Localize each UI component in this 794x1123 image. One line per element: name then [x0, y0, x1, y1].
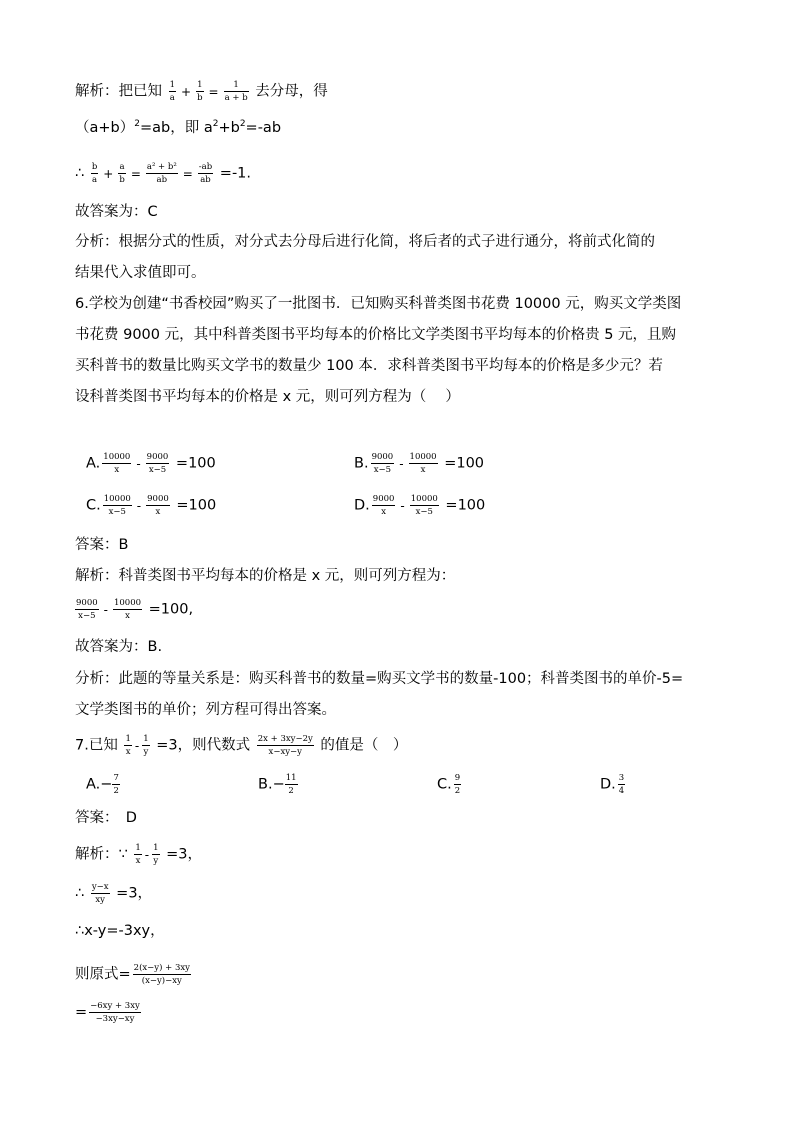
question-7-line-1: 7.已知 $\frac{1}{x}$ - $\frac{1}{y}$ =3，则代数式 $\frac{2x + 3xy-2y}{x-xy-y}$ 的值是（ ）: [75, 734, 408, 757]
solution-line-3: ∴ $\frac{b}{a}$ + $\frac{a}{b}$ = $\frac{\text{a² + b²}}{ab}$ = $\frac{-ab}{ab}$ =-1.: [75, 162, 252, 185]
question-6-line-1: 6.学校为创建“书香校园”购买了一批图书．已知购买科普类图书花费 10000 元，购买文学类图: [75, 296, 682, 312]
answer-line: 答案：B: [75, 537, 129, 553]
option-d: D. $\frac{9000}{x}$ - $\frac{10000}{x-5}$ =100: [354, 494, 486, 517]
question-6-line-3: 买科普书的数量比购买文学书的数量少 100 本．求科普类图书平均每本的价格是多少元？若: [75, 358, 663, 374]
answer-line: 故答案为：B.: [75, 639, 163, 655]
analysis-line-1: 分析：根据分式的性质，对分式去分母后进行化简，将后者的式子进行通分，将前式化简的: [75, 234, 655, 250]
solution-line-5: = $\frac{-6xy + 3xy}{-3xy-xy}$: [75, 1001, 140, 1024]
answer-line: 故答案为：C: [75, 204, 158, 220]
option-d: D. $\frac{3}{4}$: [600, 773, 625, 796]
solution-line-1: 解析：∵ $\frac{1}{x}$ - $\frac{1}{y}$ =3，: [75, 843, 203, 866]
fraction: $\frac{a}{b}$: [119, 162, 125, 185]
solution-line-2: ∴ $\frac{y-x}{xy}$ =3，: [75, 882, 153, 905]
question-6-line-4: 设科普类图书平均每本的价格是 x 元，则可列方程为（ ）: [75, 389, 460, 405]
option-a: A.− $\frac{7}{2}$: [86, 773, 119, 796]
fraction: $\frac{1}{b}$: [197, 80, 203, 103]
solution-equation: $\frac{9000}{x-5}$ - $\frac{10000}{x}$ =100,: [76, 598, 194, 621]
option-a: A. $\frac{10000}{x}$ - $\frac{9000}{x-5}$ =100: [86, 452, 216, 475]
fraction: $\frac{b}{a}$: [91, 162, 98, 185]
solution-line: 解析：科普类图书平均每本的价格是 x 元，则可列方程为：: [75, 568, 456, 584]
option-c: C. $\frac{10000}{x-5}$ - $\frac{9000}{x}$ =100: [86, 494, 217, 517]
analysis-line-1: 分析：此题的等量关系是：购买科普书的数量=购买文学书的数量-100；科普类图书的单价-5=: [75, 671, 684, 687]
question-6-line-2: 书花费 9000 元，其中科普类图书平均每本的价格比文学类图书平均每本的价格贵 5 元，且购: [75, 327, 677, 343]
option-b: B. $\frac{9000}{x-5}$ - $\frac{10000}{x}$ =100: [354, 452, 485, 475]
analysis-line-2: 结果代入求值即可。: [75, 265, 206, 281]
option-b: B.− $\frac{11}{2}$: [258, 773, 297, 796]
fraction: $\frac{-ab}{ab}$: [198, 162, 213, 185]
solution-line-1: 解析：把已知 $\frac{1}{a}$ + $\frac{1}{b}$ = $\frac{1}{a + b}$ 去分母，得: [75, 80, 328, 103]
fraction: $\frac{1}{a}$: [169, 80, 176, 103]
analysis-line-2: 文学类图书的单价；列方程可得出答案。: [75, 702, 336, 718]
option-c: C. $\frac{9}{2}$: [437, 773, 461, 796]
solution-line-2: $(a+b)^2=ab$，即 $a^2+b^2=-ab$: [75, 119, 282, 136]
fraction: $\frac{\text{a² + b²}}{ab}$: [146, 162, 177, 185]
fraction: $\frac{1}{a + b}$: [224, 80, 248, 103]
solution-line-3: ∴x-y=-3xy，: [75, 923, 165, 939]
answer-line: 答案： D: [75, 810, 137, 826]
solution-line-4: 则原式= $\frac{2(x-y) + 3xy}{(x-y)-xy}$: [75, 963, 190, 986]
